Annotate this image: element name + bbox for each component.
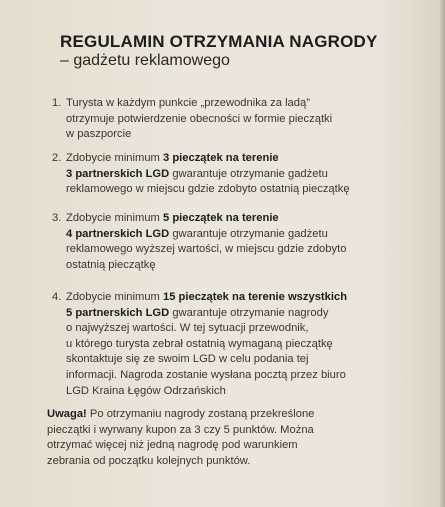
rule-number: 4. [52,291,62,303]
note-text-line: otrzymać więcej niż jedną nagrodę pod warunkiem [47,439,298,452]
rule-emphasis: 15 pieczątek na terenie wszystkich [162,291,348,303]
rule-text: Zdobycie minimum [66,212,163,224]
rule-text-line: reklamowego wyższej wartości, w miejscu gdzie zdobyto [66,243,347,256]
rule-item-4 [52,290,382,399]
rule-emphasis: 4 partnerskich LGD [66,227,170,240]
rule-text: Zdobycie minimum [66,152,163,164]
rule-emphasis: 5 partnerskich LGD [66,306,170,319]
note-text: Po otrzymaniu nagrody zostaną przekreślone [86,408,315,420]
rule-text-line: reklamowego w miejscu gdzie zdobyto ostatnią pieczątkę [66,183,350,196]
rule-text-line: otrzymuje potwierdzenie obecności w formie pieczątki [66,112,333,125]
rule-number: 1. [52,97,62,109]
rule-text-line: ostatnią pieczątkę [66,258,156,271]
rule-item-2 [52,151,382,198]
rule-text-line: skontaktuje się ze swoim LGD w celu podania tej [66,353,309,366]
rule-text-line: LGD Kraina Łęgów Odrzańskich [66,384,226,397]
rule-item-1 [52,96,382,143]
rule-text: gwarantuje otrzymanie gadżetu [169,227,328,240]
page-edge-shadow [439,0,445,507]
rule-number: 2. [52,152,62,164]
rule-text-line: Turysta w każdym punkcie „przewodnika za ladą” [66,97,310,109]
rule-text: Zdobycie minimum [66,291,163,303]
rule-text-line: u którego turysta zebrał ostatnią wymaganą pieczątkę [66,337,333,350]
warning-note [47,407,397,469]
rule-item-3 [52,211,382,273]
document-title: REGULAMIN OTRZYMANIA NAGRODY [60,32,378,51]
rule-text-line: o najwyższej wartości. W tej sytuacji przewodnik, [66,322,309,335]
note-text-line: zebrania od początku kolejnych punktów. [47,454,251,467]
rule-text-line: informacji. Nagroda zostanie wysłana pocztą przez biuro [66,368,346,381]
rule-emphasis: 3 pieczątek na terenie [162,152,279,164]
rule-text-line: w paszporcie [66,128,132,141]
note-text-line: pieczątki i wyrwany kupon za 3 czy 5 punktów. Można [47,423,314,436]
rule-number: 3. [52,212,62,224]
rule-emphasis: 3 partnerskich LGD [66,167,170,180]
rule-text: gwarantuje otrzymanie gadżetu [169,167,328,180]
rule-text: gwarantuje otrzymanie nagrody [169,306,329,319]
warning-label: Uwaga! [47,408,87,420]
document-subtitle: – gadżetu reklamowego [60,52,230,69]
rule-emphasis: 5 pieczątek na terenie [162,212,279,224]
